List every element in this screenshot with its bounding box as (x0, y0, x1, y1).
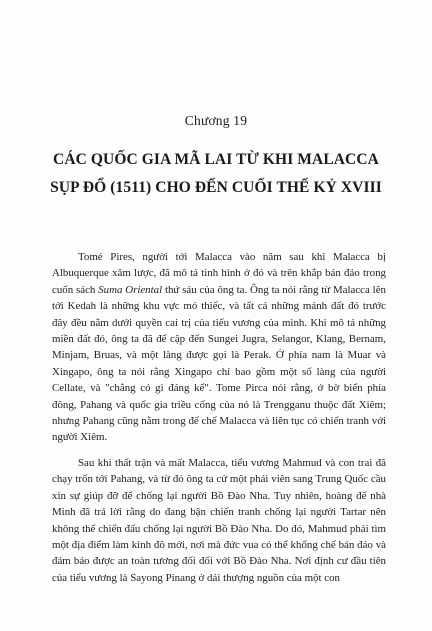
chapter-title-line-1: CÁC QUỐC GIA MÃ LAI TỪ KHI MALACCA (53, 151, 379, 168)
chapter-title (48, 146, 384, 202)
chapter-title-line-2: SỤP ĐỔ (1511) CHO ĐẾN CUỐI THẾ KỶ XVIII (50, 179, 382, 196)
body-text (52, 249, 386, 586)
chapter-number: Chương 19 (184, 113, 248, 128)
paragraph-2: Sau khi thất trận và mất Malacca, tiểu vương Mahmud và con trai đã chạy trốn tới Pahang, và từ đó ông ta cử một phái viên sang Trung Quốc cầu xin sự giúp đỡ để chống lại người Bồ Đào Nha. Tuy nhiên, hoàng đế nhà Minh đã trả lời rằng do đang bận chiến tranh chống lại người Tartar nên không thể chiến đấu chống lại người Bồ Đào Nha. Do đó, Mahmud phải tìm một địa điểm làm kinh đô mới, nơi mà đức vua có thể khống chế bán đảo và đảm bảo được an toàn tương đối đối với Bồ Đào Nha. Nơi định cư đầu tiên của tiểu vương là Sayong Pinang ở dải thượng nguồn của một con (52, 456, 386, 584)
paragraph-1 (52, 249, 386, 446)
book-title-italic: Suma Oriental (98, 283, 163, 296)
paragraph-1-part-2: thứ sáu của ông ta. Ông ta nói rằng từ Malacca lên tới Kedah là những khu vực mỏ thiếc, và tất cả những mảnh đất đó trước đây đều nằm dưới quyền cai trị của tiểu vương của mình. Khi mô tả những miền đất đó, ông ta đã để cập đến Sungei Jugra, Selangor, Klang, Bernam, Minjam, Bruas, và một làng được gọi là Perak. Ở phía nam là Muar và Xingapo, ông ta nói rằng Xingapo chỉ bao gồm một số làng của người Cellate, và "chẳng có gì đáng kể". Tome Pirca nói rằng, ở bờ biển phía đông, Pahang và quốc gia triều cống của nó là Trengganu thuộc đất Xiêm; nhưng Pahang cũng nằm trong đế chế Malacca và liên tục có chiến tranh với người Xiêm. (52, 283, 386, 444)
paragraph-1-part-1: Tomé Pires, người tới Malacca vào năm sau khi Malacca bị Albuquerque xâm lược, đã mô tả tình hình ở đó và trên khắp bán đảo trong cuốn sách (52, 251, 386, 296)
